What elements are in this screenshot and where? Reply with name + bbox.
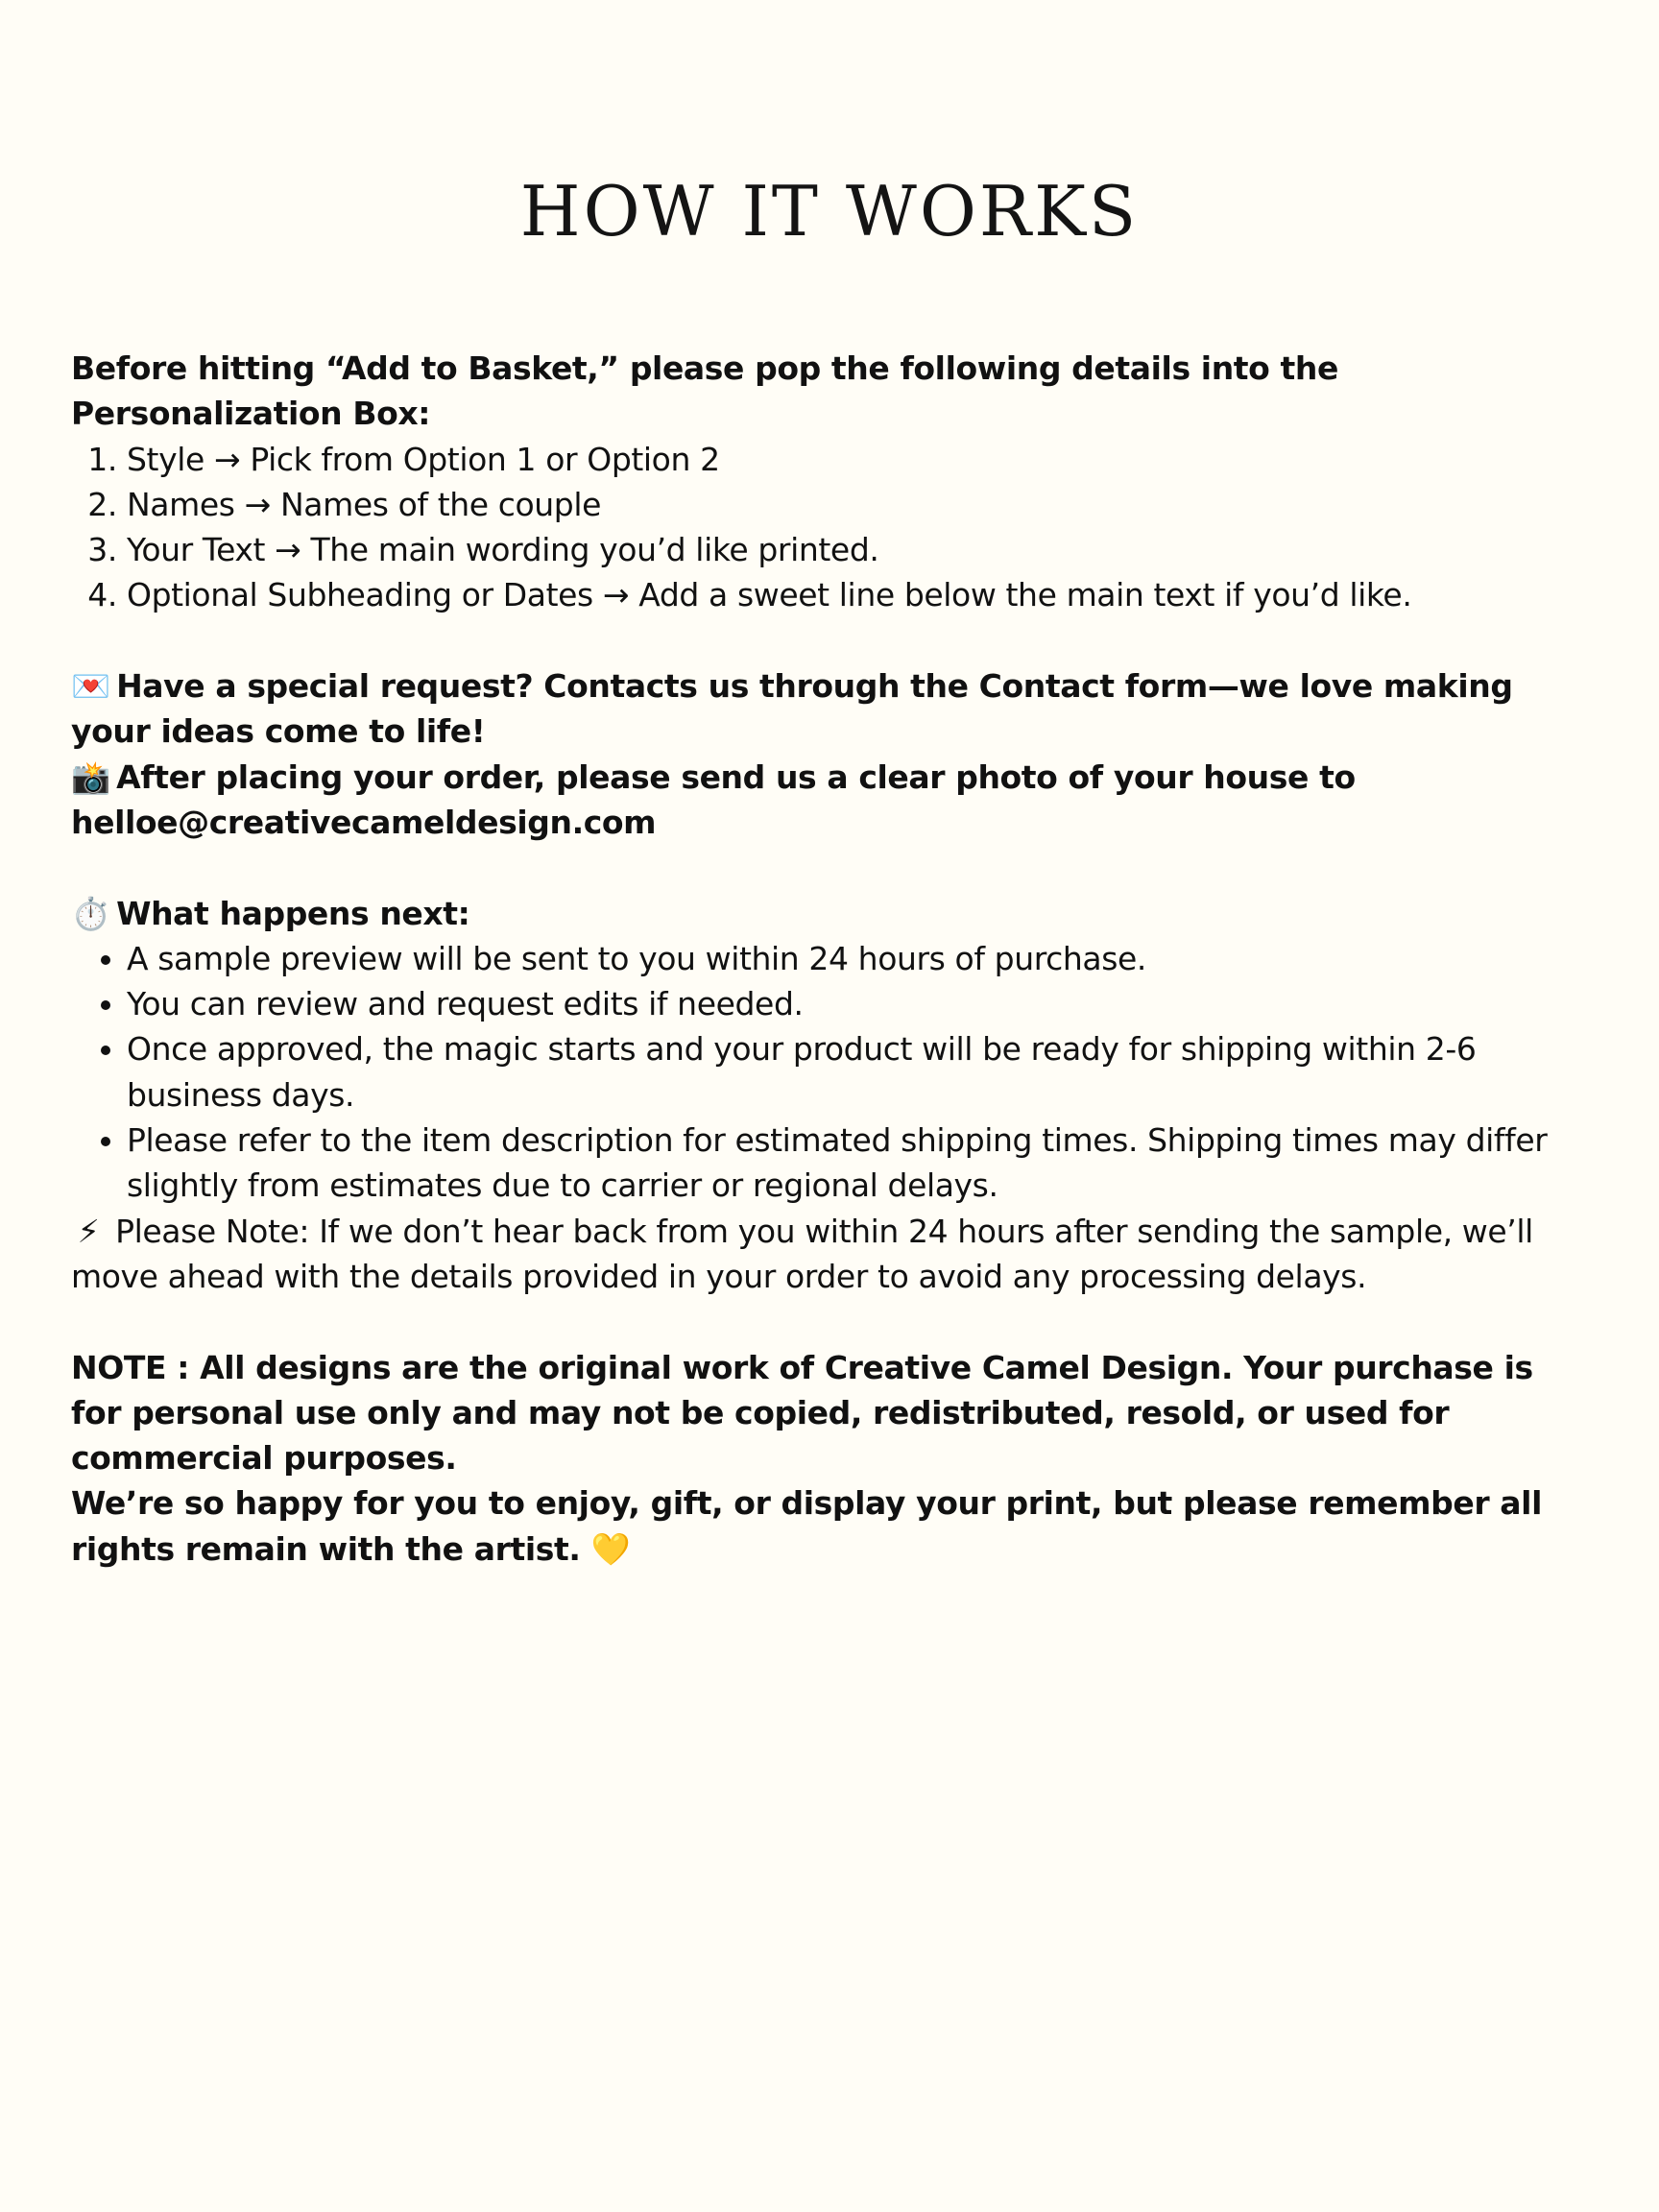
special-request-text: Have a special request? Contacts us through the Contact form—we love making your ideas come to life! [71,667,1513,751]
copyright-note: NOTE : All designs are the original work of Creative Camel Design. Your purchase is for personal use only and may not be copied, redistributed, resold, or used for commercial purposes. [71,1348,1533,1478]
photo-request-text: After placing your order, please send us a clear photo of your house to [116,757,1356,796]
step-item: 4. Optional Subheading or Dates → Add a sweet line below the main text if you’d like. [127,572,1588,617]
spacer [71,618,1588,663]
love-letter-icon: 💌 [71,667,110,706]
please-note-text: Please Note: If we don’t hear back from you within 24 hours after sending the sample, we’ll move ahead with the details provided in your order to avoid any processing delays. [71,1212,1533,1295]
copyright-thanks-text: We’re so happy for you to enjoy, gift, or display your print, but please remember all rights remain with the artist. [71,1484,1542,1568]
next-list [71,936,1588,1209]
email-link[interactable]: helloe@creativecameldesign.com [71,803,657,841]
list-item: • Once approved, the magic starts and your product will be ready for shipping within 2-6 business days. [127,1026,1588,1118]
spacer [71,845,1588,890]
step-item: 2. Names → Names of the couple [127,482,1588,527]
steps-list [71,437,1588,618]
list-item: • A sample preview will be sent to you within 24 hours of purchase. [127,936,1588,981]
list-item: • Please refer to the item description for estimated shipping times. Shipping times may differ slightly from estimates due to carrier or regional delays. [127,1118,1588,1209]
yellow-heart-icon: 💛 [590,1529,631,1568]
step-item: 1. Style → Pick from Option 1 or Option 2 [127,437,1588,482]
list-item: • You can review and request edits if needed. [127,981,1588,1026]
photo-request [71,755,1588,846]
spacer [71,1299,1588,1344]
special-request [71,663,1588,755]
page-title: HOW IT WORKS [519,171,1140,252]
please-note [71,1209,1588,1300]
intro-text: Before hitting “Add to Basket,” please pop the following details into the Personalization Box: [71,349,1338,433]
stopwatch-icon: ⏱️ [71,894,110,932]
lightning-icon: ⚡ [77,1212,100,1250]
content [71,346,1588,1572]
next-heading-text: What happens next: [116,894,470,932]
step-item: 3. Your Text → The main wording you’d like printed. [127,527,1588,572]
camera-flash-icon: 📸 [71,757,110,796]
copyright-thanks [71,1480,1588,1572]
next-heading [71,891,1588,936]
